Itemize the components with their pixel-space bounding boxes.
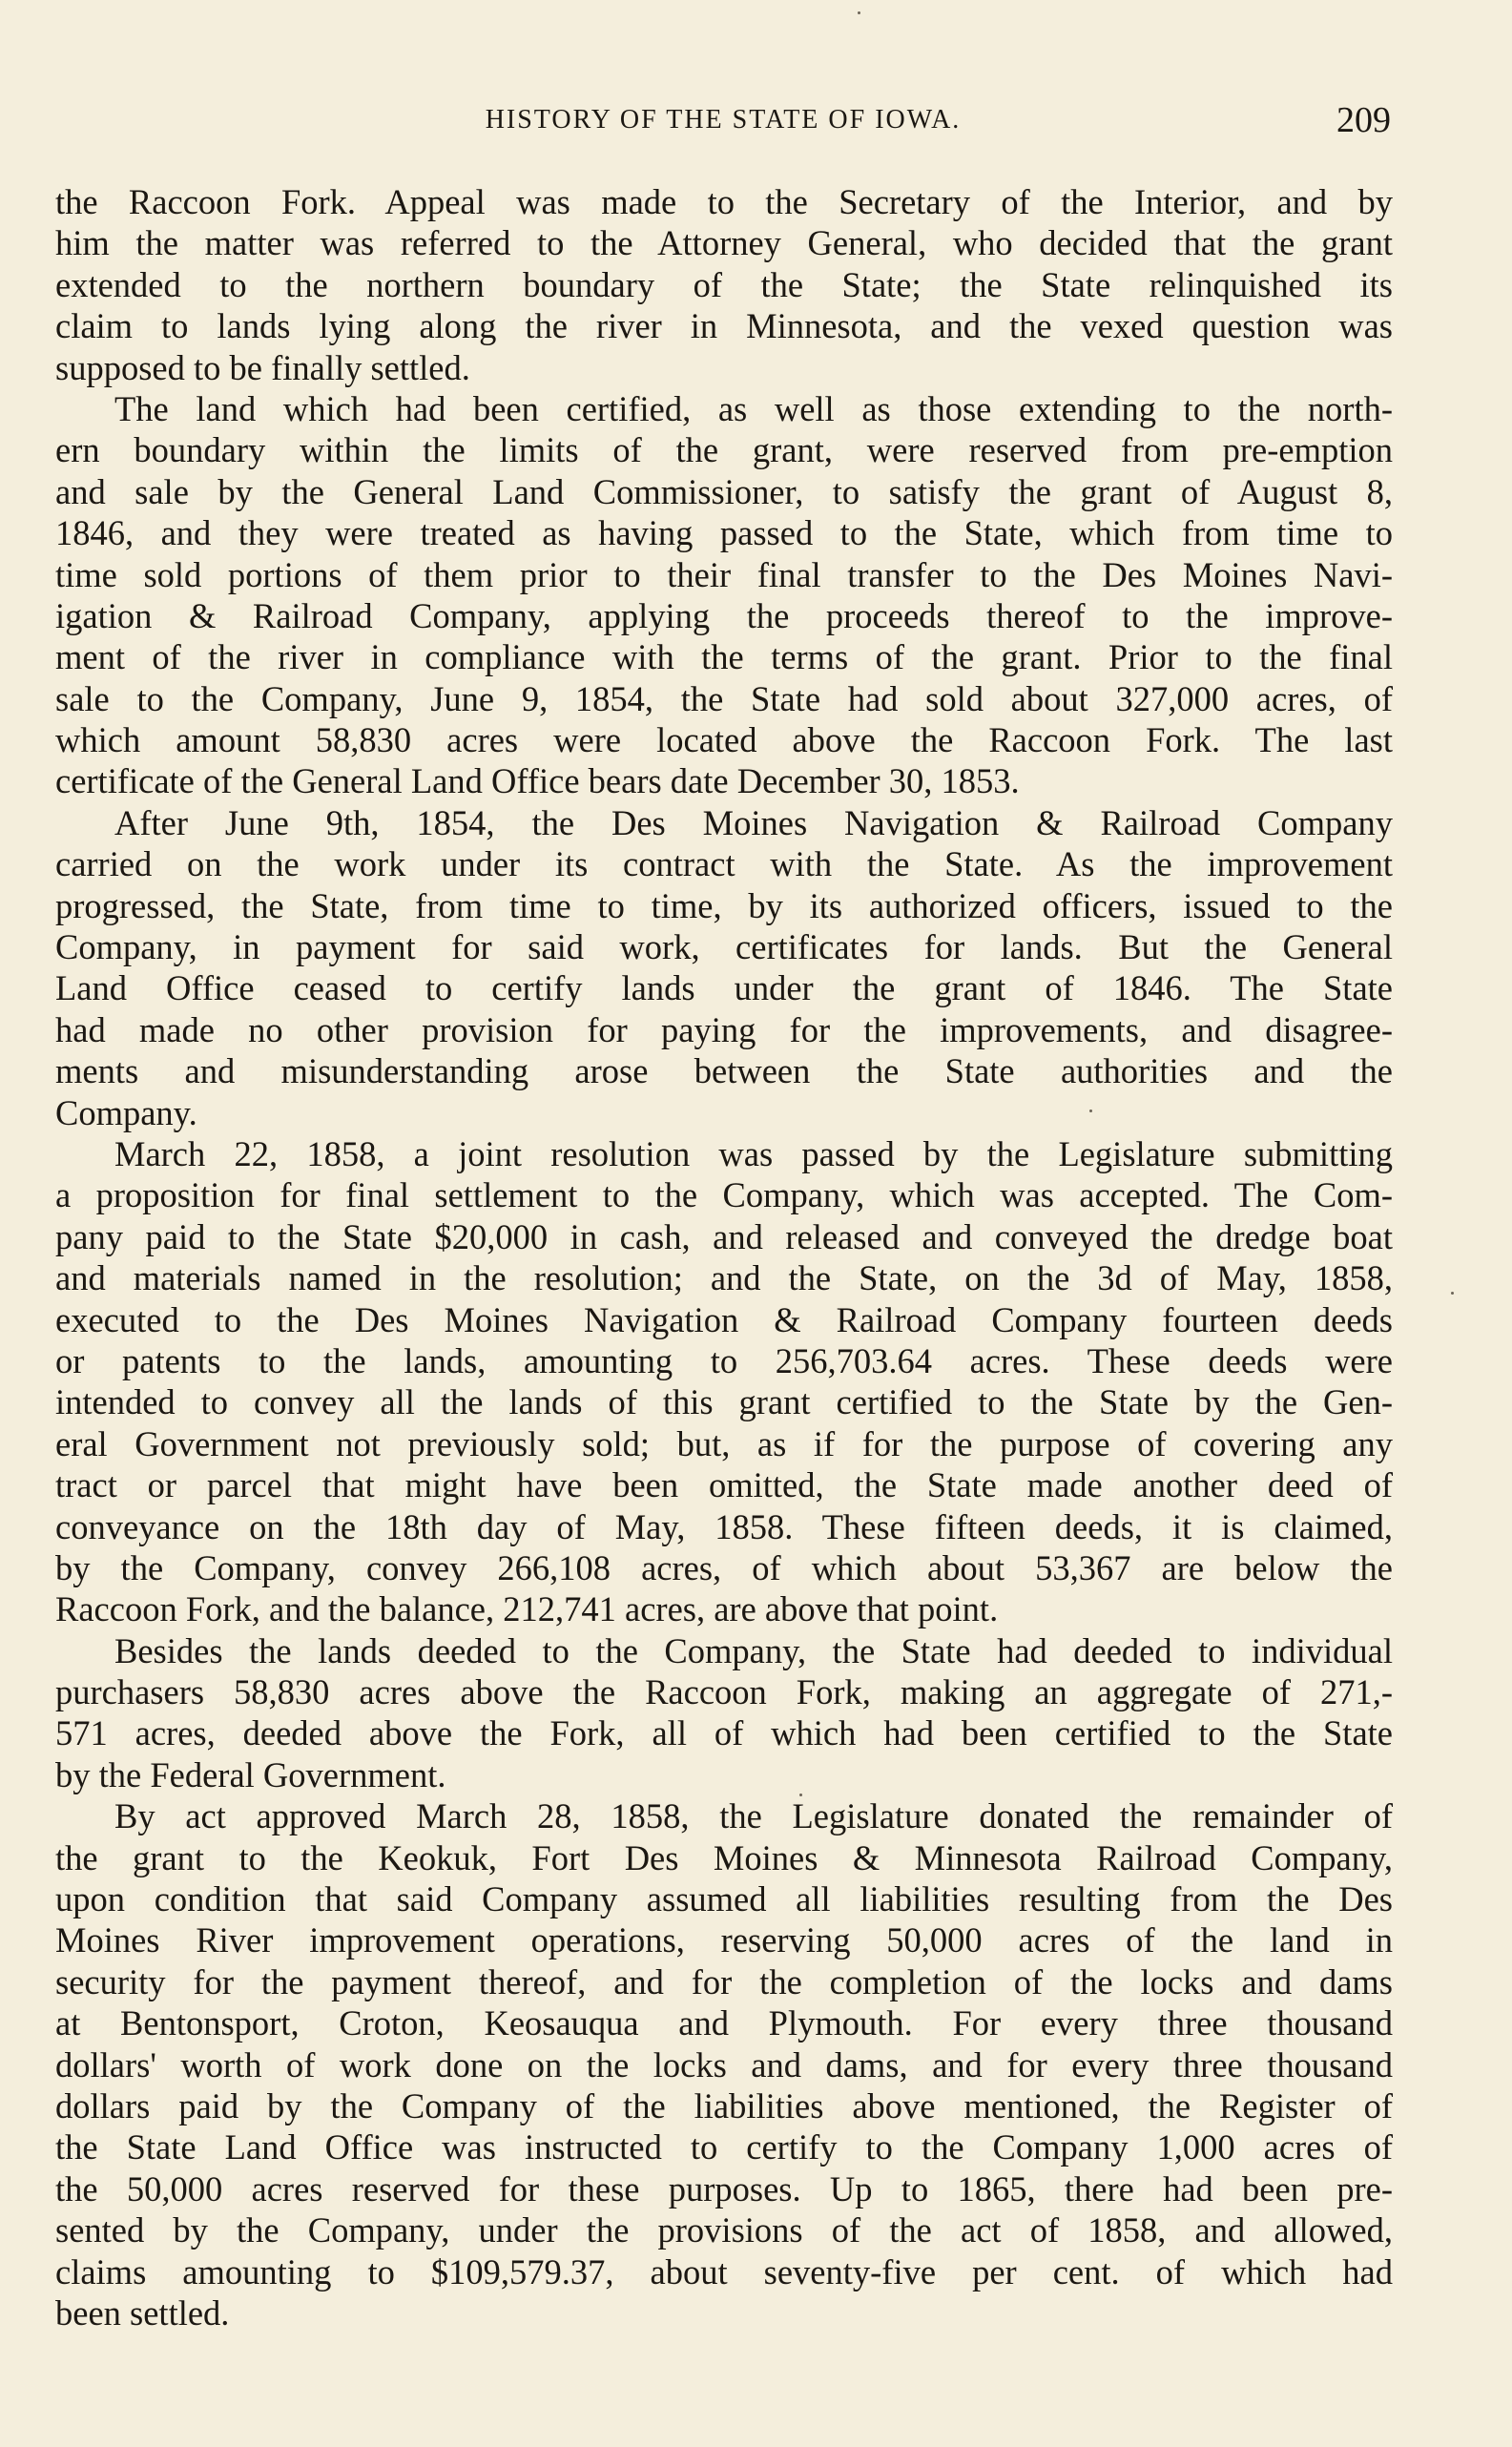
text-line: Besides the lands deeded to the Company, the State had deeded to individual	[114, 1630, 1393, 1670]
ink-speck	[799, 1794, 802, 1796]
text-line: After June 9th, 1854, the Des Moines Navigation & Railroad Company	[114, 802, 1393, 842]
paragraph	[55, 181, 1393, 388]
text-line: the Raccoon Fork. Appeal was made to the Secretary of the Interior, and by	[55, 182, 1393, 221]
text-line: the grant to the Keokuk, Fort Des Moines & Minnesota Railroad Company,	[55, 1837, 1393, 1877]
text-line: the 50,000 acres reserved for these purposes. Up to 1865, there had been pre-	[55, 2168, 1393, 2209]
text-line: time sold portions of them prior to their final transfer to the Des Moines Navi-	[55, 554, 1393, 594]
paragraph	[55, 1795, 1393, 2333]
text-line: had made no other provision for paying for the improvements, and disagree-	[55, 1009, 1393, 1049]
text-line: eral Government not previously sold; but, as if for the purpose of covering any	[55, 1423, 1393, 1463]
text-line: igation & Railroad Company, applying the proceeds thereof to the improve-	[55, 595, 1393, 635]
text-line: ment of the river in compliance with the terms of the grant. Prior to the final	[55, 637, 1393, 677]
text-line: March 22, 1858, a joint resolution was passed by the Legislature submitting	[114, 1133, 1393, 1173]
text-line: pany paid to the State $20,000 in cash, and released and conveyed the dredge boat	[55, 1216, 1393, 1256]
text-line: certificate of the General Land Office bears date December 30, 1853.	[55, 761, 1020, 801]
text-line: Moines River improvement operations, reserving 50,000 acres of the land in	[55, 1920, 1393, 1960]
text-line: ments and misunderstanding arose between the State authorities and the	[55, 1051, 1393, 1091]
body-text	[55, 181, 1393, 2333]
text-line: Company, in payment for said work, certificates for lands. But the General	[55, 927, 1393, 967]
text-line: a proposition for final settlement to the Company, which was accepted. The Com-	[55, 1175, 1393, 1215]
text-line: him the matter was referred to the Attorney General, who decided that the grant	[55, 223, 1393, 263]
text-line: extended to the northern boundary of the State; the State relinquished its	[55, 264, 1393, 304]
text-line: carried on the work under its contract with the State. As the improvement	[55, 844, 1393, 884]
running-head	[55, 99, 1391, 147]
text-line: upon condition that said Company assumed all liabilities resulting from the Des	[55, 1879, 1393, 1919]
text-line: progressed, the State, from time to time, by its authorized officers, issued to the	[55, 885, 1393, 925]
text-line: intended to convey all the lands of this grant certified to the State by the Gen-	[55, 1382, 1393, 1422]
running-title: HISTORY OF THE STATE OF IOWA.	[485, 105, 962, 135]
text-line: the State Land Office was instructed to certify to the Company 1,000 acres of	[55, 2127, 1393, 2167]
text-line: tract or parcel that might have been omitted, the State made another deed of	[55, 1465, 1393, 1505]
text-line: sented by the Company, under the provisions of the act of 1858, and allowed,	[55, 2210, 1393, 2250]
text-line: by the Company, convey 266,108 acres, of which about 53,367 are below the	[55, 1547, 1393, 1587]
text-line: claims amounting to $109,579.37, about seventy-five per cent. of which had	[55, 2251, 1393, 2291]
text-line: or patents to the lands, amounting to 256,703.64 acres. These deeds were	[55, 1340, 1393, 1380]
text-line: executed to the Des Moines Navigation & Railroad Company fourteen deeds	[55, 1299, 1393, 1339]
text-line: The land which had been certified, as well as those extending to the north-	[114, 388, 1393, 428]
ink-speck	[1089, 1109, 1092, 1112]
text-line: conveyance on the 18th day of May, 1858. These fifteen deeds, it is claimed,	[55, 1506, 1393, 1546]
text-line: dollars paid by the Company of the liabilities above mentioned, the Register of	[55, 2085, 1393, 2126]
text-line: Land Office ceased to certify lands under the grant of 1846. The State	[55, 968, 1393, 1008]
text-line: 571 acres, deeded above the Fork, all of which had been certified to the State	[55, 1713, 1393, 1753]
text-line: at Bentonsport, Croton, Keosauqua and Plymouth. For every three thousand	[55, 2003, 1393, 2043]
text-line: and sale by the General Land Commissioner, to satisfy the grant of August 8,	[55, 471, 1393, 511]
text-line: dollars' worth of work done on the locks and dams, and for every three thousand	[55, 2044, 1393, 2084]
page-number: 209	[1336, 100, 1391, 140]
text-line: which amount 58,830 acres were located above the Raccoon Fork. The last	[55, 720, 1393, 760]
text-line: Company.	[55, 1092, 197, 1132]
text-line: 1846, and they were treated as having passed to the State, which from time to	[55, 513, 1393, 553]
text-line: supposed to be finally settled.	[55, 347, 470, 387]
text-line: been settled.	[55, 2292, 230, 2333]
text-line: purchasers 58,830 acres above the Raccoon Fork, making an aggregate of 271,-	[55, 1672, 1393, 1712]
paragraph	[55, 802, 1393, 1133]
text-line: ern boundary within the limits of the grant, were reserved from pre-emption	[55, 430, 1393, 470]
ink-speck	[1451, 1292, 1454, 1295]
paragraph	[55, 1630, 1393, 1796]
paragraph	[55, 1133, 1393, 1630]
text-line: claim to lands lying along the river in Minnesota, and the vexed question was	[55, 306, 1393, 346]
paragraph	[55, 388, 1393, 802]
ink-speck	[858, 11, 860, 14]
text-line: Raccoon Fork, and the balance, 212,741 acres, are above that point.	[55, 1589, 999, 1629]
text-line: By act approved March 28, 1858, the Legislature donated the remainder of	[114, 1796, 1393, 1836]
text-line: by the Federal Government.	[55, 1754, 446, 1794]
text-line: security for the payment thereof, and for the completion of the locks and dams	[55, 1961, 1393, 2001]
text-line: sale to the Company, June 9, 1854, the State had sold about 327,000 acres, of	[55, 678, 1393, 718]
text-line: and materials named in the resolution; and the State, on the 3d of May, 1858,	[55, 1258, 1393, 1298]
